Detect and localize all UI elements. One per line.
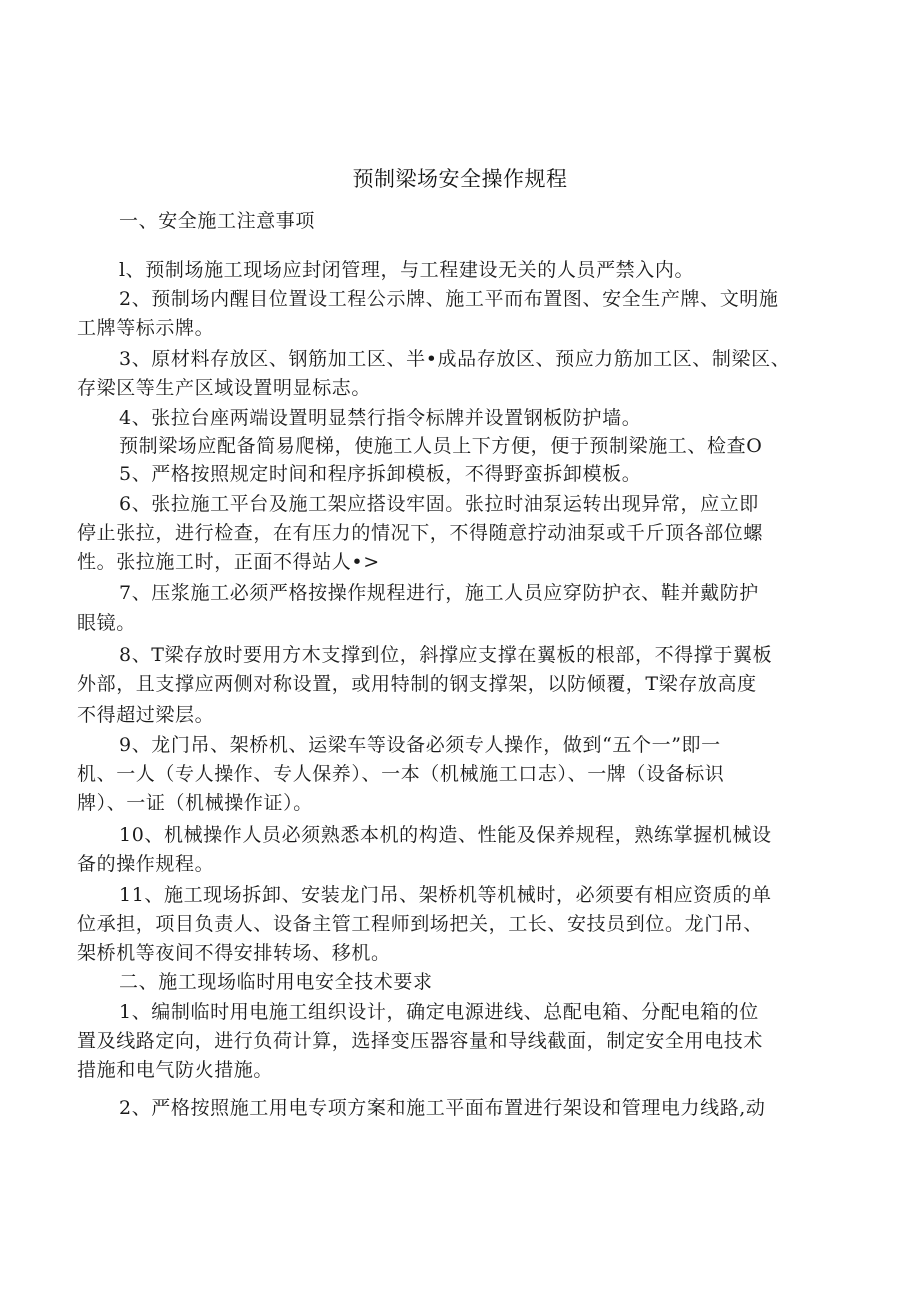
paragraph-line: 机、一人（专人操作、专人保养）、一本（机械施工口志）、一牌（设备标识	[77, 763, 725, 785]
paragraph-line: 架桥机等夜间不得安排转场、移机。	[77, 942, 391, 964]
paragraph-line: 8、T梁存放时要用方木支撑到位，斜撑应支撑在翼板的根部，不得撑于翼板	[119, 644, 773, 666]
paragraph-line: 存梁区等生产区域设置明显标志。	[77, 377, 372, 399]
section-heading-1: 一、安全施工注意事项	[119, 210, 316, 232]
paragraph-line: 停止张拉，进行检查，在有压力的情况下，不得随意拧动油泵或千斤顶各部位螺	[77, 522, 764, 544]
section-heading-2: 二、施工现场临时用电安全技术要求	[119, 971, 433, 993]
paragraph-line: l、预制场施工现场应封闭管理，与工程建设无关的人员严禁入内。	[119, 259, 695, 281]
paragraph-line: 措施和电气防火措施。	[77, 1059, 274, 1081]
paragraph-line: 位承担，项目负责人、设备主管工程师到场把关，工长、安技员到位。龙门吊、	[77, 913, 764, 935]
paragraph-line: 3、原材料存放区、钢筋加工区、半•成品存放区、预应力筋加工区、制梁区、	[119, 348, 791, 370]
paragraph-line: 备的操作规程。	[77, 853, 215, 875]
paragraph-line: 眼镜。	[77, 612, 136, 634]
paragraph-line: 2、严格按照施工用电专项方案和施工平面布置进行架设和管理电力线路,动	[119, 1097, 766, 1119]
paragraph-line: 5、严格按照规定时间和程序拆卸模板，不得野蛮拆卸模板。	[119, 463, 642, 485]
paragraph-line: 工牌等标示牌。	[77, 317, 215, 339]
paragraph-line: 牌）、一证（机械操作证）。	[77, 792, 313, 814]
paragraph-line: 置及线路定向，进行负荷计算，选择变压器容量和导线截面，制定安全用电技术	[77, 1030, 764, 1052]
paragraph-line: 11、施工现场拆卸、安装龙门吊、架桥机等机械时，必须要有相应资质的单	[119, 884, 772, 906]
paragraph-line: 10、机械操作人员必须熟悉本机的构造、性能及保养规程，熟练掌握机械设	[119, 824, 772, 846]
paragraph-line: 2、预制场内醒目位置设工程公示牌、施工平而布置图、安全生产牌、文明施	[119, 288, 779, 310]
paragraph-line: 1、编制临时用电施工组织设计，确定电源进线、总配电箱、分配电箱的位	[119, 1001, 759, 1023]
paragraph-line: 7、压浆施工必须严格按操作规程进行，施工人员应穿防护衣、鞋并戴防护	[119, 582, 759, 604]
paragraph-line: 不得超过梁层。	[77, 704, 215, 726]
paragraph-line: 性。张拉施工时，正面不得站人•>	[77, 551, 380, 573]
paragraph-line: 6、张拉施工平台及施工架应搭设牢固。张拉时油泵运转出现异常，应立即	[119, 493, 759, 515]
document-title: 预制梁场安全操作规程	[352, 167, 568, 191]
paragraph-line: 外部，且支撑应两侧对称设置，或用特制的钢支撑架，以防倾覆，T梁存放高度	[77, 673, 757, 695]
paragraph-line: 4、张拉台座两端设置明显禁行指令标牌并设置钢板防护墙。	[119, 407, 642, 429]
paragraph-line: 9、龙门吊、架桥机、运梁车等设备必须专人操作，做到“五个一”即一	[119, 734, 721, 756]
paragraph-line: 预制梁场应配备简易爬梯，使施工人员上下方便，便于预制梁施工、检查O	[119, 435, 763, 457]
